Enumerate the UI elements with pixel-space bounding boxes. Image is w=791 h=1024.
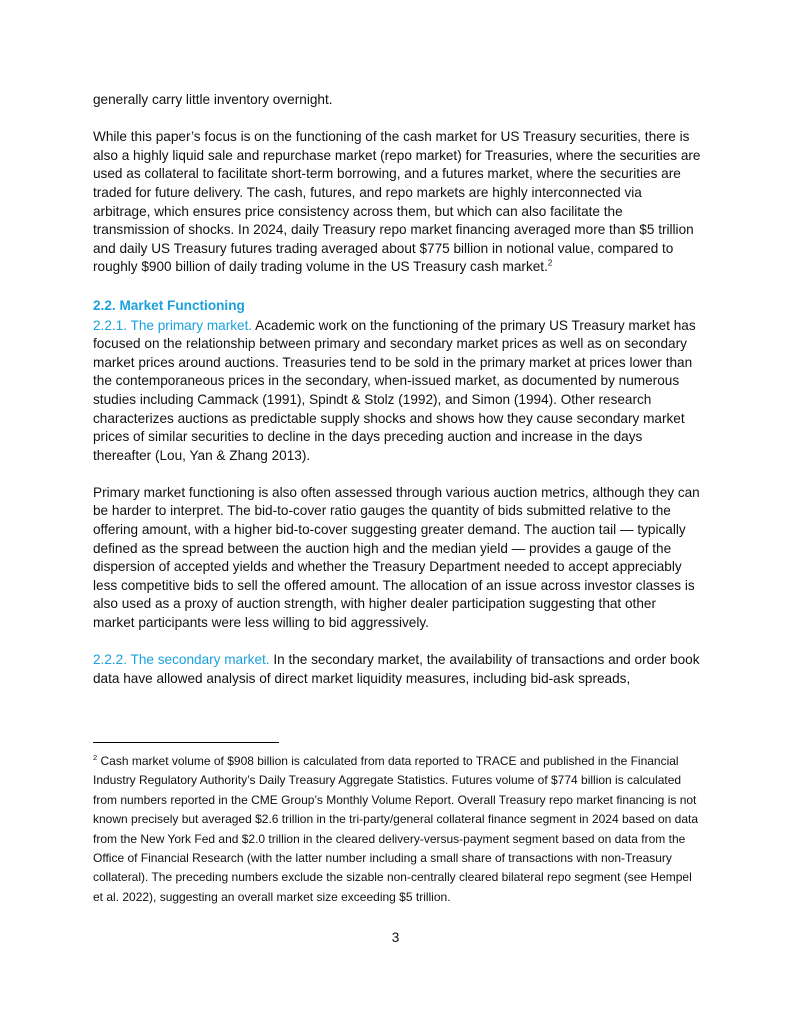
page-number: 3 [391,930,400,945]
footnote-text: Cash market volume of $908 billion is calculated from data reported to TRACE and published in the Financial Industry Regulatory Authority’s Daily Treasury Aggregate Statistics. Futures volume of $774 billion is calculated from numbers reported in the CME Group’s Monthly Volume Report. Overall Treasury repo market financing is not known precisely but averaged $2.6 trillion in the tri-party/general collateral finance segment in 2024 based on data from the New York Fed and $2.0 trillion in the cleared delivery-versus-payment segment based on data from the Office of Financial Research (with the latter number including a small share of transactions with non-Treasury collateral). The preceding numbers exclude the sizable non-centrally cleared bilateral repo segment (see Hempel et al. 2022), suggesting an overall market size exceeding $5 trillion. [93,754,699,904]
continuation-paragraph [93,91,701,110]
repo-markets-text: While this paper’s focus is on the functioning of the cash market for US Treasury securities, there is also a highly liquid sale and repurchase market (repo market) for Treasuries, where the securities are used as collateral to facilitate short-term borrowing, and a futures market, where the securities are traded for future delivery. The cash, futures, and repo markets are highly interconnected via arbitrage, which ensures price consistency across them, but which can also facilitate the transmission of shocks. In 2024, daily Treasury repo market financing averaged more than $5 trillion and daily US Treasury futures trading averaged about $775 billion in notional value, compared to roughly $900 billion of daily trading volume in the US Treasury cash market. [93,129,701,275]
primary-market-heading: 2.2.1. The primary market. [93,317,253,333]
primary-market-text: Academic work on the functioning of the primary US Treasury market has focused on the relationship between primary and secondary market prices as well as on secondary market prices around auctions. Treasuries tend to be sold in the primary market at prices lower than the contemporaneous prices in the secondary, when-issued market, as documented by numerous studies including Cammack (1991), Spindt & Stolz (1992), and Simon (1994). Other research characterizes auctions as predictable supply shocks and shows how they cause secondary market prices of similar securities to decline in the days preceding auction and increase in the days thereafter (Lou, Yan & Zhang 2013). [93,317,696,463]
footnote-divider [93,742,279,743]
footnote [93,752,701,907]
repo-markets-paragraph [93,128,701,277]
secondary-market-heading: 2.2.2. The secondary market. [93,652,270,668]
footnote-reference[interactable]: 2 [547,258,553,268]
page-body [93,91,701,688]
primary-market-paragraph [93,317,701,466]
auction-metrics-paragraph [93,484,701,633]
secondary-market-text: In the secondary market, the availability of transactions and order book data have allowed analysis of direct market liquidity measures, including bid-ask spreads, [93,652,700,686]
continuation-text: generally carry little inventory overnight. [93,92,333,107]
auction-metrics-text: Primary market functioning is also often assessed through various auction metrics, although they can be harder to interpret. The bid-to-cover ratio gauges the quantity of bids submitted relative to the offering amount, with a higher bid-to-cover suggesting greater demand. The auction tail — typically defined as the spread between the auction high and the median yield — provides a gauge of the dispersion of accepted yields and whether the Treasury Department needed to accept appreciably less competitive bids to sell the offered amount. The allocation of an issue across investor classes is also used as a proxy of auction strength, with higher dealer participation suggesting that other market participants were less willing to bid aggressively. [93,484,700,631]
footnote-marker: 2 [93,753,98,762]
secondary-market-paragraph [93,651,701,688]
section-heading: 2.2. Market Functioning [93,297,245,313]
